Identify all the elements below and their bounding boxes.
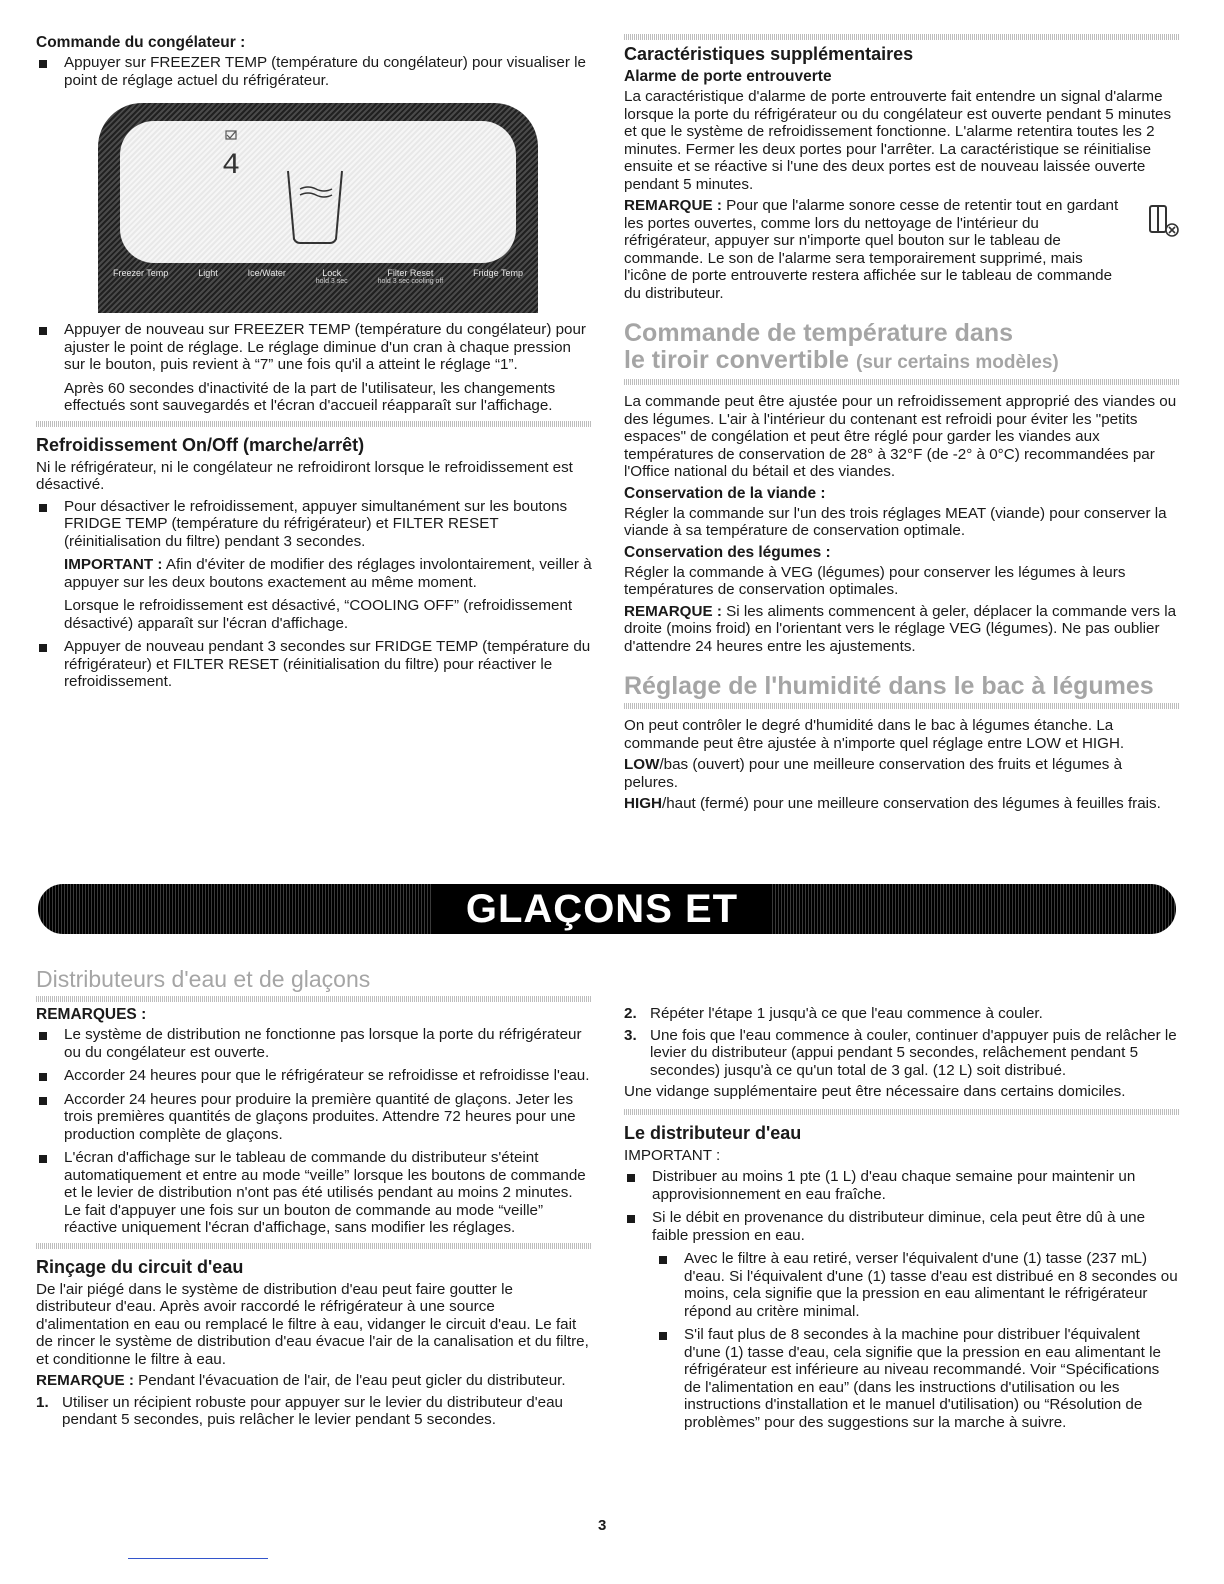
veg-heading: Conservation des légumes : [624,543,831,561]
divider [624,703,1180,709]
right-top-column [624,34,1180,817]
rinse-paragraph: De l'air piégé dans le système de distribution d'eau peut faire goutter le distributeur d'eau. Après avoir raccordé le réfrigérateur à une source d'alimentation en eau ou remplacé le filtre à eau, vidanger le circuit d'eau. Le fait de rincer le système de distribution d'eau évacue l'air de la canalisation et du filtre, et conditionne le filtre à eau. [36,1280,589,1368]
display-digit: 4 [222,149,241,183]
humidity-heading: Réglage de l'humidité dans le bac à légumes [624,672,1154,700]
rinse-heading: Rinçage du circuit d'eau [36,1256,244,1277]
freezer-bullet-2-note: Après 60 secondes d'inactivité de la part de l'utilisateur, les changements effectués sont sauvegardés et l'écran d'accueil réapparaît sur l'affichage. [64,379,556,414]
cooling-bullet-2: Appuyer de nouveau pendant 3 secondes sur FRIDGE TEMP (température du réfrigérateur) et FILTER RESET (réinitialisation du filtre) pour réactiver le refroidissement. [36,638,592,691]
cup-icon [288,171,342,243]
divider [624,379,1180,385]
humidity-paragraph: On peut contrôler le degré d'humidité dans le bac à légumes étanche. La commande peut être ajustée à n'importe quel réglage entre LOW et HIGH. [624,717,1125,752]
light-button[interactable]: Light [198,268,218,278]
remarks-label: REMARQUES : [36,1006,147,1023]
section-banner-title: GLAÇONS ET EAU [432,884,772,934]
water-dispenser-heading: Le distributeur d'eau [624,1122,802,1143]
remark-item: L'écran d'affichage sur le tableau de commande du distributeur s'éteint automatiquement et entre au mode “veille” lorsque les boutons de commande et le levier de distribution n'ont pas été utilisés pendant au moins 2 minutes. Le fait d'appuyer une fois sur un bouton de commande au mode “veille” réactive uniquement l'écran d'affichage, sans modifier les réglages. [36,1149,592,1237]
drawer-heading: Commande de température dans le tiroir convertible (sur certains modèles) [624,319,1059,374]
control-panel-illustration [98,103,538,313]
ice-water-button[interactable]: Ice/Water [247,268,286,278]
rinse-note: REMARQUE : Pendant l'évacuation de l'air, de l'eau peut gicler du distributeur. [36,1372,566,1389]
page-number: 3 [598,1517,607,1534]
water-bullet-1: Distribuer au moins 1 pte (1 L) d'eau chaque semaine pour maintenir un approvisionnement en eau fraîche. [624,1168,1180,1203]
water-sub-bullets [624,1250,1180,1431]
freezer-heading: Commande du congélateur : [36,34,246,51]
footer-line [128,1558,268,1559]
display-screen [120,121,516,263]
display-graphics [120,121,516,263]
freezer-bullet-2: Appuyer de nouveau sur FREEZER TEMP (température du congélateur) pour ajuster le point de réglage. Le réglage diminue d'un cran à chaque pression sur le bouton, puis revient à “7” une fois qu'il a atteint le réglage “1”. [36,321,592,374]
remark-item: Accorder 24 heures pour que le réfrigérateur se refroidisse et refroidisse l'eau. [36,1067,592,1085]
cooling-intro: Ni le réfrigérateur, ni le congélateur ne refroidiront lorsque le refroidissement est désactivé. [36,458,573,493]
door-alarm-paragraph: La caractéristique d'alarme de porte entrouverte fait entendre un signal d'alarme lorsque la porte du réfrigérateur ou du congélateur est ouverte pendant 5 minutes et que le système de refroidissement fonctionne. L'alarme retentira toutes les 2 minutes. Fermer les deux portes pour l'arrêter. La caractéristique se réinitialise ensuite et se réactive si l'une des deux portes est de nouveau laissée ouverte pendant 5 minutes. [624,88,1172,193]
freezer-bullet-1: Appuyer sur FREEZER TEMP (température du congélateur) pour visualiser le point de réglage actuel du réfrigérateur. [36,54,592,89]
bottom-right-column [624,1005,1180,1437]
veg-paragraph: Régler la commande à VEG (légumes) pour conserver les légumes à leurs températures de conservation optimales. [624,563,1126,598]
water-sub-bullet-2: S'il faut plus de 8 secondes à la machine pour distribuer l'équivalent d'une (1) tasse d'eau, cela signifie que la pression en eau alimentant le réfrigérateur est inférieure au niveau recommandé. Voir “Spécifications de l'alimentation en eau” (dans les instructions d'utilisation ou les instructions d'installation et le manuel d'utilisation) ou “Résolution de problèmes” pour des suggestions sur la marche à suivre. [656,1326,1180,1431]
divider [36,421,592,427]
divider [624,34,1180,40]
divider [624,1109,1180,1115]
left-mid-column [36,321,592,697]
water-sub-bullet-1: Avec le filtre à eau retiré, verser l'équivalent d'une (1) tasse (237 mL) d'eau. Si l'équivalent d'une (1) tasse d'eau est distribué en 8 secondes ou moins, cela signifie que la pression en eau alimentant le réfrigérateur répond au critère minimal. [656,1250,1180,1320]
step-3: 3. Une fois que l'eau commence à couler, continuer d'appuyer puis de relâcher le levier du distributeur (appui pendant 5 secondes, relâchement pendant 5 secondes) jusqu'à ce qu'un total de 3 gal. (12 L) soit distribué. [624,1026,1177,1079]
lock-button[interactable]: Lock hold 3 sec [315,268,348,285]
panel-button-row [98,268,538,285]
meat-heading: Conservation de la viande : [624,484,826,502]
meat-paragraph: Régler la commande sur l'un des trois réglages MEAT (viande) pour conserver la viande à sa température de conservation optimale. [624,504,1167,539]
cooling-bullet-1: Pour désactiver le refroidissement, appuyer simultanément sur les boutons FRIDGE TEMP (température du réfrigérateur) et FILTER RESET (réinitialisation du filtre) pendant 3 secondes. [36,498,592,551]
step-2: 2. Répéter l'étape 1 jusqu'à ce que l'eau commence à couler. [624,1005,1043,1022]
cooling-heading: Refroidissement On/Off (marche/arrêt) [36,434,365,455]
extra-heading: Caractéristiques supplémentaires [624,44,914,64]
veg-note: REMARQUE : Si les aliments commencent à geler, déplacer la commande vers la droite (moins froid) en l'orientant vers le réglage VEG (légumes). Ne pas oublier d'attendre 24 heures entre les ajustements. [624,602,1177,655]
cooling-bullet-1-note: Lorsque le refroidissement est désactivé, “COOLING OFF” (refroidissement désactivé) apparaît sur l'écran d'affichage. [64,597,573,632]
bottom-left-column [36,966,592,1433]
important-label: IMPORTANT : [624,1146,721,1164]
water-wave-icon [300,187,332,197]
divider [36,996,592,1002]
extra-drain: Une vidange supplémentaire peut être nécessaire dans certains domiciles. [624,1083,1126,1100]
high-paragraph: HIGH/haut (fermé) pour une meilleure conservation des légumes à feuilles frais. [624,795,1161,812]
divider [36,1243,592,1249]
filter-reset-button[interactable]: Filter Reset hold 3 sec cooling off [377,268,444,285]
step-1: 1. Utiliser un récipient robuste pour appuyer sur le levier du distributeur d'eau pendant 5 secondes, puis relâcher le levier pendant 5 secondes. [36,1393,563,1428]
remark-item: Accorder 24 heures pour produire la première quantité de glaçons. Jeter les trois premières quantités de glaçons produites. Attendre 72 heures pour une production complète de glaçons. [36,1091,592,1144]
drawer-paragraph: La commande peut être ajustée pour un refroidissement approprié des viandes ou des légumes. L'air à l'intérieur du contenant est refroidi pour éviter les "petits espaces" de congélation et peut être réglé pour garder les viandes aux températures de conservation de 28° à 32°F (de -2° à 0°C) recommandées par l'Office national du bétail et des viandes. [624,393,1177,480]
remark-item: Le système de distribution ne fonctionne pas lorsque la porte du réfrigérateur ou du congélateur est ouverte. [36,1026,592,1061]
door-alarm-note-block [624,197,1180,302]
low-paragraph: LOW/bas (ouvert) pour une meilleure conservation des fruits et légumes à pelures. [624,756,1123,791]
freezer-temp-button[interactable]: Freezer Temp [112,268,169,278]
fridge-temp-button[interactable]: Fridge Temp [473,268,523,278]
dispensers-heading: Distributeurs d'eau et de glaçons [36,966,371,992]
door-ajar-icon [1146,203,1180,239]
water-bullet-2: Si le débit en provenance du distributeur diminue, cela peut être dû à une faible pression en eau. [624,1209,1180,1244]
left-top-column [36,34,592,95]
door-alarm-heading: Alarme de porte entrouverte [624,68,832,85]
door-alarm-note: REMARQUE : Pour que l'alarme sonore cesse de retentir tout en gardant les portes ouvertes, comme lors du nettoyage de l'intérieur du réfrigérateur, appuyer sur n'importe quel bouton sur le tableau de commande. Le son de l'alarme sera temporairement supprimé, mais l'icône de porte entrouverte restera affichée sur le tableau de commande du distributeur. [624,197,1119,302]
cooling-important: IMPORTANT : Afin d'éviter de modifier des réglages involontairement, veiller à appuyer sur les deux boutons exactement au même moment. [64,556,592,591]
